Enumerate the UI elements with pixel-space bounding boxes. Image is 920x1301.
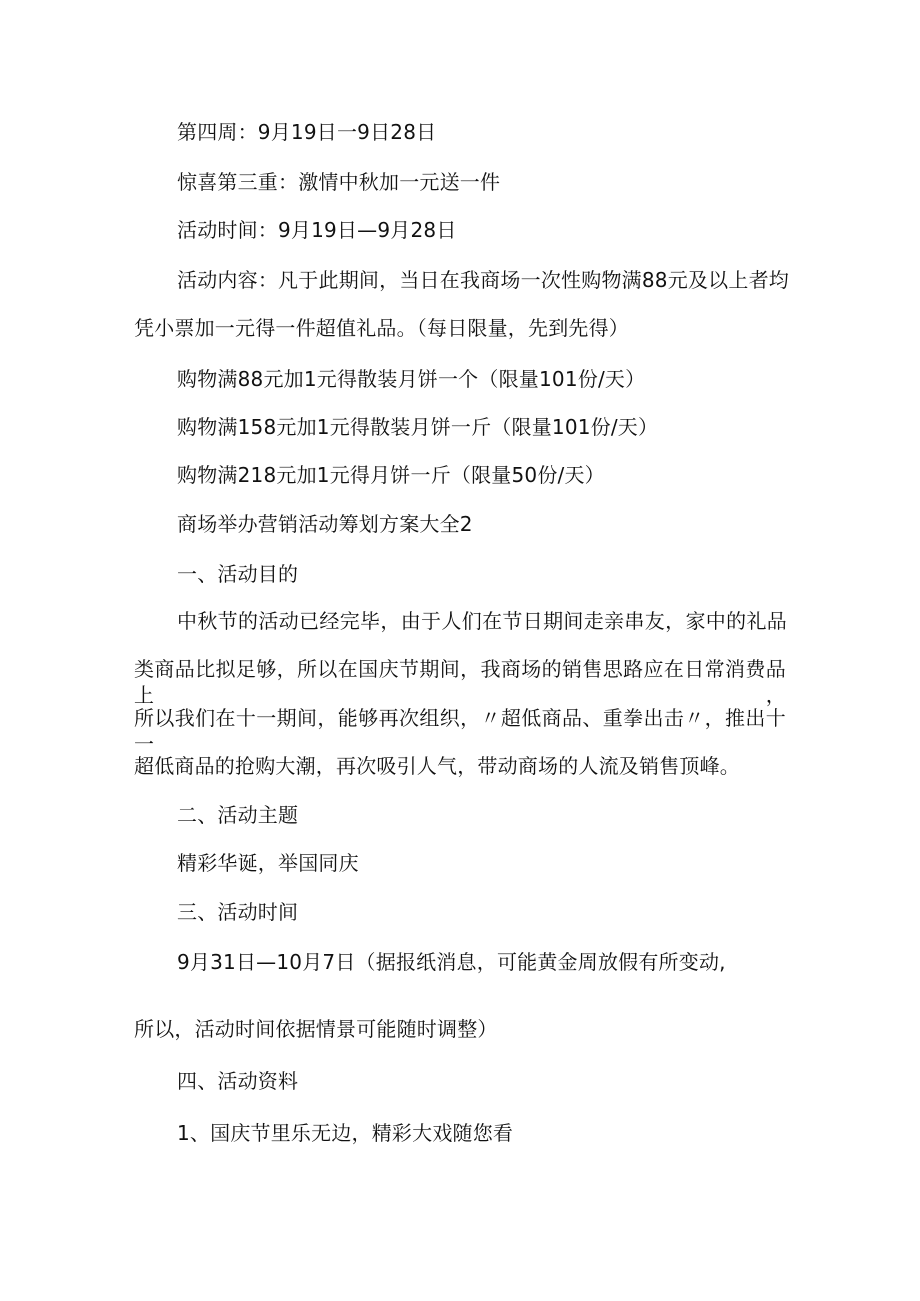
activity-time-detail-line-2: 所以，活动时间依据情景可能随时调整） — [134, 1017, 498, 1041]
purpose-paragraph-line-2: 类商品比拟足够，所以在国庆节期间，我商场的销售思路应在日常消费品上， — [134, 657, 786, 707]
surprise-three-heading: 惊喜第三重：激情中秋加一元送一件 — [177, 170, 501, 194]
activity-time-detail-line-1: 9月31日—10月7日（据报纸消息，可能黄金周放假有所变动, — [177, 950, 726, 974]
activity-content-line-2: 凭小票加一元得一件超值礼品。（每日限量，先到先得） — [134, 316, 629, 340]
gift-tier-218: 购物满218元加1元得月饼一斤（限量50份/天） — [177, 463, 605, 487]
heading-activity-theme: 二、活动主题 — [177, 803, 299, 827]
activity-content-line-1: 活动内容：凡于此期间，当日在我商场一次性购物满88元及以上者均 — [177, 268, 789, 292]
purpose-paragraph-line-1: 中秋节的活动已经完毕，由于人们在节日期间走亲串友，家中的礼品 — [177, 609, 787, 633]
section-title-plan-2: 商场举办营销活动筹划方案大全2 — [177, 512, 473, 536]
heading-activity-materials: 四、活动资料 — [177, 1069, 299, 1093]
week-four-dates: 第四周：9月19日一9日28日 — [177, 120, 437, 144]
heading-activity-purpose: 一、活动目的 — [177, 562, 299, 586]
gift-tier-158: 购物满158元加1元得散装月饼一斤（限量101份/天） — [177, 415, 659, 439]
purpose-paragraph-line-4: 超低商品的抢购大潮，再次吸引人气，带动商场的人流及销售顶峰。 — [134, 754, 740, 778]
gift-tier-88: 购物满88元加1元得散装月饼一个（限量101份/天） — [177, 367, 646, 391]
activity-theme-text: 精彩华诞，举国同庆 — [177, 851, 359, 875]
activity-time-line: 活动时间：9月19日—9月28日 — [177, 218, 457, 242]
heading-activity-time: 三、活动时间 — [177, 900, 299, 924]
materials-item-1: 1、国庆节里乐无边，精彩大戏随您看 — [177, 1121, 514, 1145]
purpose-paragraph-line-3: 所以我们在十一期间，能够再次组织，〃超低商品、重拳出击〃，推出十一 — [134, 706, 786, 756]
